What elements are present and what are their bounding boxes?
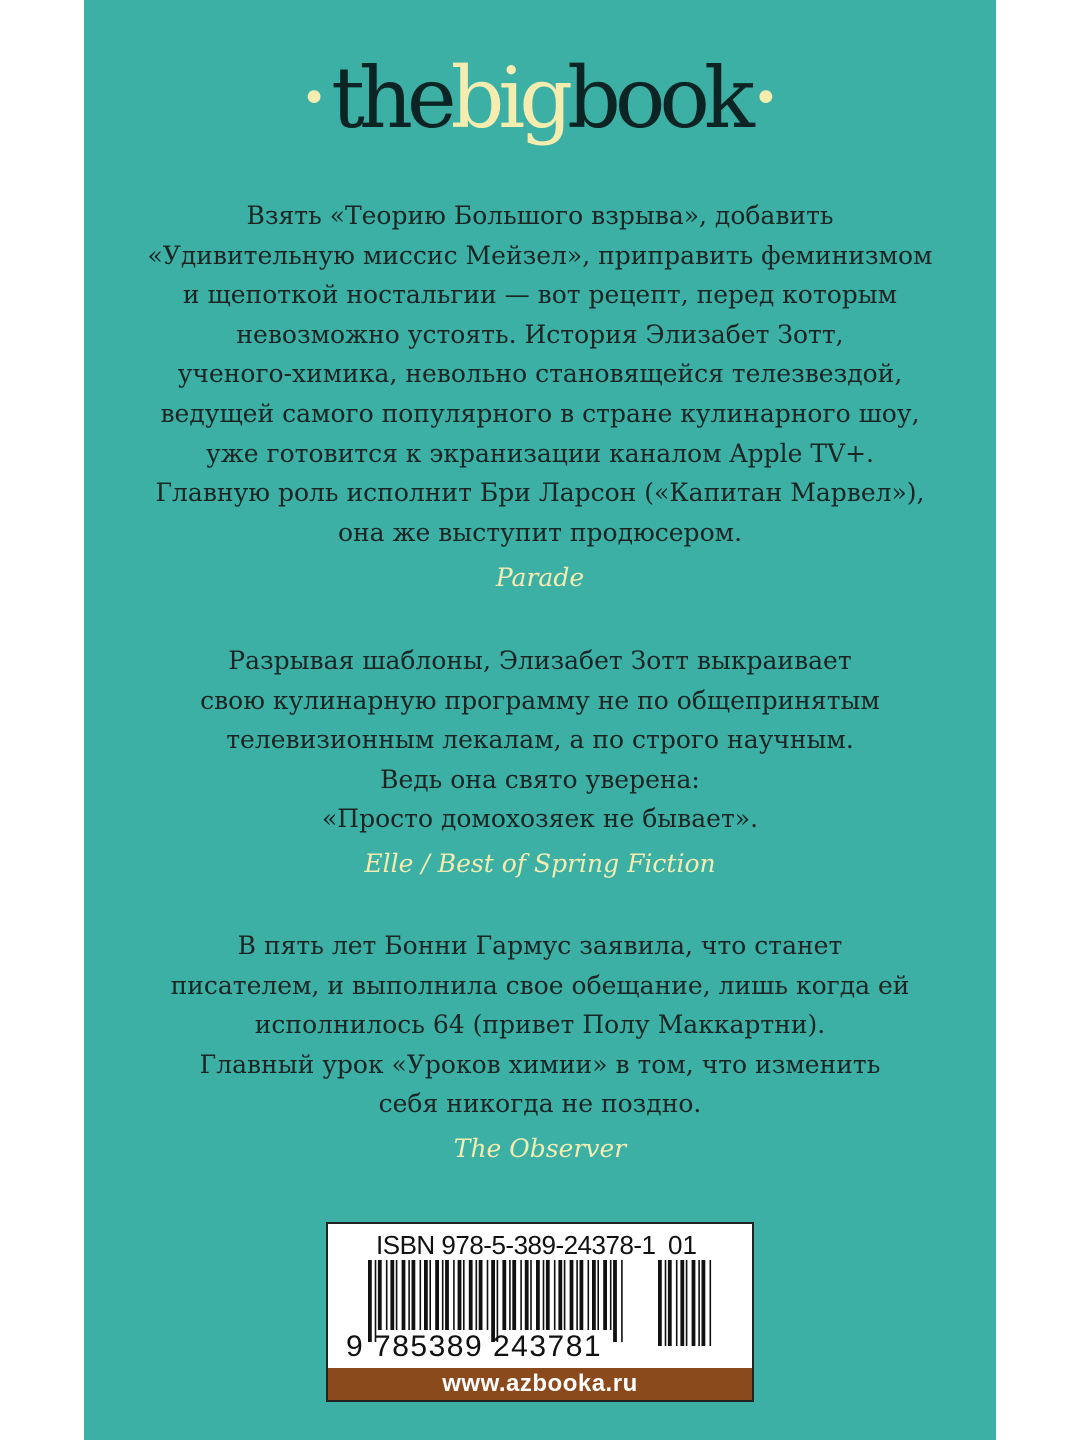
thebigbook-logo [84, 38, 996, 158]
quote-line: «Просто домохозяек не бывает». [321, 804, 759, 834]
barcode-bar [658, 1260, 662, 1346]
quote-line: невозможно устоять. История Элизабет Зотт, [236, 319, 844, 349]
barcode-bar [520, 1260, 522, 1330]
barcode-bar [378, 1260, 382, 1330]
barcode-bar [676, 1260, 678, 1346]
barcode-bar [702, 1260, 706, 1346]
barcode-bar [668, 1260, 672, 1346]
quote-line: Разрывая шаблоны, Элизабет Зотт выкраивает [228, 646, 852, 675]
isbn-number: ISBN 978-5-389-24378-1 [376, 1230, 656, 1260]
quote-line: себя никогда не поздно. [378, 1089, 702, 1119]
barcode-bar [402, 1260, 406, 1330]
barcode-bar [530, 1260, 532, 1330]
barcode-bar [698, 1260, 700, 1346]
barcode-bar [588, 1260, 590, 1330]
barcode-bar [592, 1260, 596, 1330]
barcode-bar [442, 1260, 444, 1330]
barcode-bar [487, 1260, 489, 1330]
ean-digits: 9 785389 243781 [346, 1330, 603, 1363]
logo-dot-left: • [301, 73, 328, 124]
quote-line: свою кулинарную программу не по общепринятым [200, 685, 880, 715]
quote-source-elle: Elle / Best of Spring Fiction [364, 849, 716, 878]
review-quote-observer [144, 926, 936, 1124]
barcode-bar [576, 1260, 578, 1330]
isbn-barcode-label [326, 1222, 754, 1402]
barcode-bar [502, 1260, 506, 1330]
barcode-bar [610, 1260, 612, 1330]
quote-line: В пять лет Бонни Гармус заявила, что станет [237, 931, 843, 960]
quote-line: ведущей самого популярного в стране кулинарного шоу, [160, 398, 920, 428]
barcode-bar [469, 1260, 473, 1330]
barcode-bar [435, 1260, 439, 1330]
barcode-bar [564, 1260, 566, 1330]
barcode-bar [512, 1260, 516, 1330]
quote-line: писателем, и выполнила свое обещание, лишь когда ей [170, 970, 910, 1000]
barcode-bar [710, 1260, 712, 1346]
quote-source-parade: Parade [495, 563, 585, 592]
quote-line: «Удивительную миссис Мейзел», приправить феминизмом [147, 240, 933, 270]
barcode-bar [621, 1260, 623, 1342]
barcode-bar [408, 1260, 410, 1330]
barcode-bar [424, 1260, 428, 1330]
barcode-bar [525, 1260, 529, 1330]
quote-source-observer: The Observer [453, 1134, 627, 1163]
logo-big: big [450, 49, 568, 147]
barcode-bar [536, 1260, 540, 1330]
barcode-bar [453, 1260, 455, 1330]
barcode-bar [390, 1260, 394, 1330]
quote-line: уже готовится к экранизации каналом Apple TV+. [206, 438, 874, 468]
barcode-bar [543, 1260, 545, 1330]
barcode-bar [476, 1260, 478, 1330]
barcode-bar [546, 1260, 550, 1330]
barcode-bar [412, 1260, 416, 1330]
logo-the: the [331, 49, 451, 147]
quote-line: телевизионным лекалам, а по строго научным. [226, 725, 854, 755]
barcode-bar [692, 1260, 696, 1346]
isbn-addon-code: 01 [668, 1230, 697, 1260]
barcode-bar [554, 1260, 556, 1330]
review-quote-parade [144, 196, 936, 552]
barcode-bar [445, 1260, 449, 1330]
barcode-bar [479, 1260, 483, 1330]
quote-line: исполнилось 64 (привет Полу Маккартни). [254, 1010, 826, 1040]
quote-line: Главный урок «Уроков химии» в том, что изменить [199, 1049, 881, 1079]
quote-line: Ведь она свято уверена: [380, 764, 700, 794]
barcode-bar [396, 1260, 398, 1330]
book-back-cover [84, 0, 996, 1440]
barcode-bar [458, 1260, 462, 1330]
quote-line: она же выступит продюсером. [337, 517, 743, 547]
barcode-bar [613, 1260, 617, 1342]
quote-line: и щепоткой ностальгии — вот рецепт, перед которым [182, 280, 898, 310]
barcode-bar [420, 1260, 422, 1330]
barcode-bar [558, 1260, 562, 1330]
logo-book: book [567, 49, 749, 147]
review-quote-elle [144, 641, 936, 839]
quote-line: Главную роль исполнит Бри Ларсон («Капитан Марвел»), [155, 478, 925, 508]
publisher-url: www.azbooka.ru [328, 1368, 752, 1400]
quote-line: ученого-химика, невольно становящейся телезвездой, [177, 359, 903, 389]
barcode-bar [580, 1260, 584, 1330]
barcode-bar [603, 1260, 607, 1330]
barcode-bar [597, 1260, 599, 1330]
barcode-bar [686, 1260, 688, 1346]
logo-dot-right: • [752, 73, 779, 124]
barcode-bar [570, 1260, 574, 1330]
barcode-bar [680, 1260, 684, 1346]
barcode-bar [665, 1260, 667, 1346]
barcode-bar [463, 1260, 465, 1330]
barcode-bar [386, 1260, 388, 1330]
barcode-bar [429, 1260, 431, 1330]
barcode-bar [509, 1260, 511, 1330]
quote-line: Взять «Теорию Большого взрыва», добавить [246, 201, 834, 230]
